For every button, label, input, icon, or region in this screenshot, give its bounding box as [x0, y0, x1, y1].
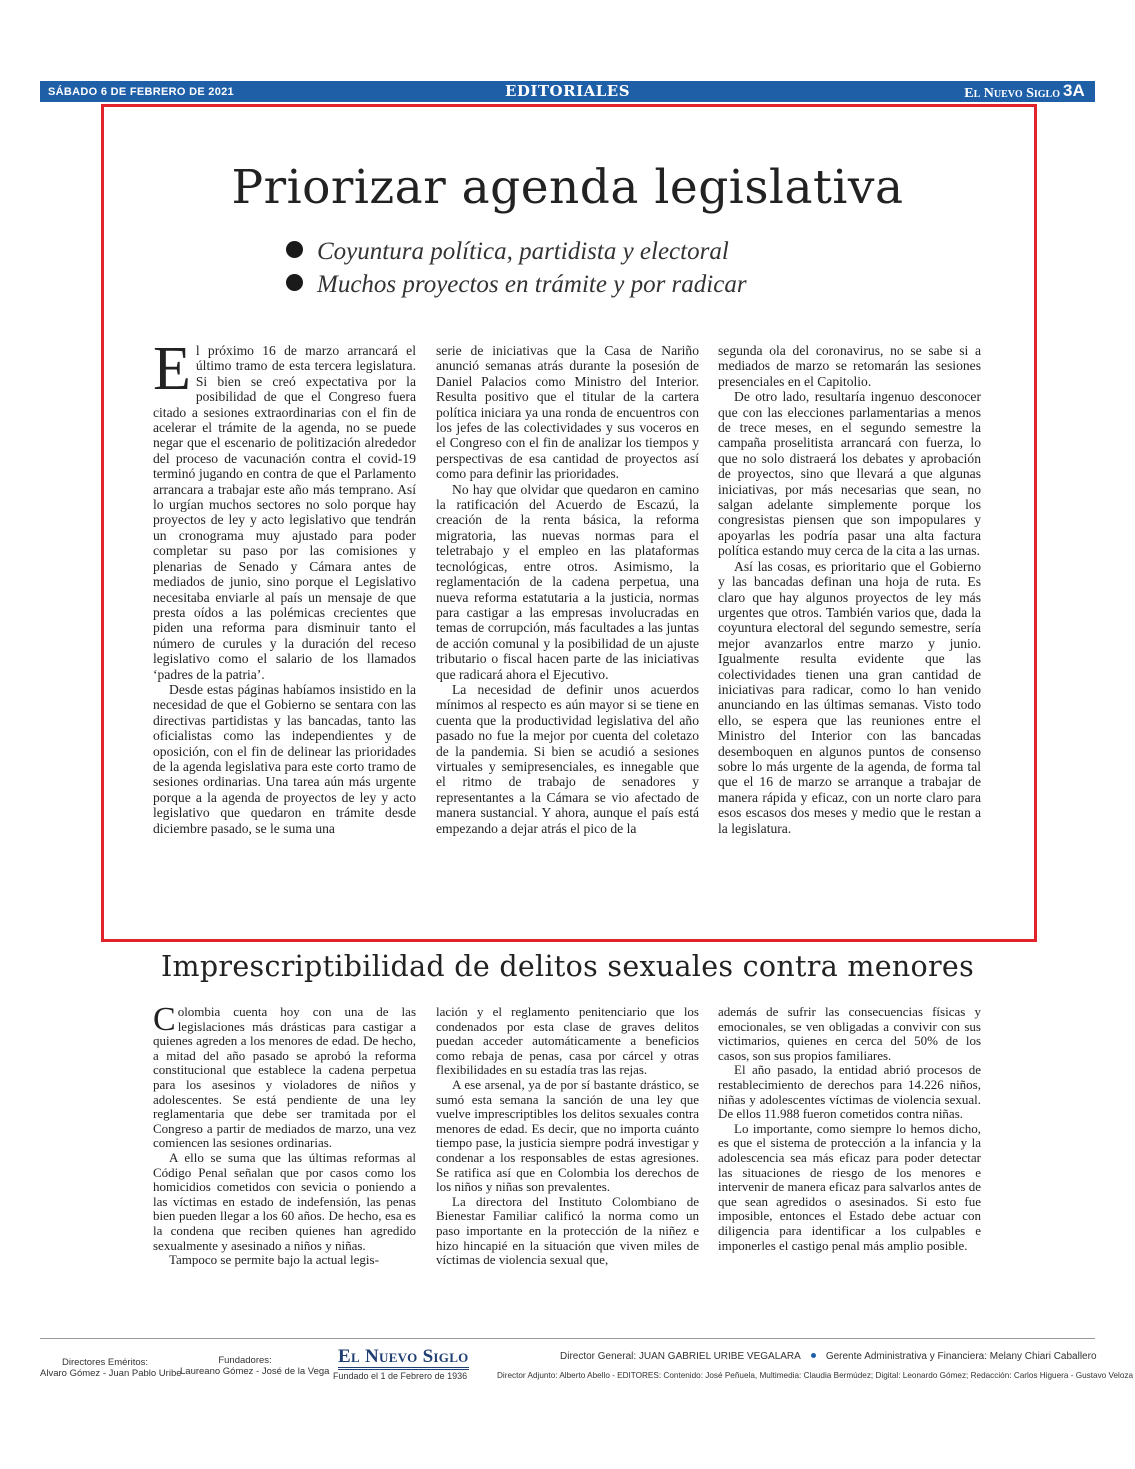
- editorial-1-bullet-1: [286, 238, 729, 266]
- header-date: SÁBADO 6 DE FEBRERO DE 2021: [48, 86, 234, 98]
- paragraph: A ello se suma que las últimas reformas al Código Penal señalan que por casos como los homicidios cometidos con sevicia o poniendo a las víctimas en estado de indefensión, las penas bien pueden llegar a los 60 años. De hecho, esa es la condena que reciben quienes han agredido sexualmente y asesinado a niños y niñas.: [153, 1149, 416, 1253]
- footer-staff: Director Adjunto: Alberto Abello - EDITORES: Contenido: José Peñuela, Multimedia: Claudia Bermúdez; Digital: Leonardo Gómez; Redacción: Carlos Higuera - Gustavo Veloza: [497, 1371, 1134, 1380]
- footer-rule: [40, 1338, 1095, 1339]
- paragraph: Así las cosas, es prioritario que el Gobierno y las bancadas definan una hoja de ruta. Es claro que hay algunos proyectos de ley más urgentes que otros. También varios que, dada la coyuntura electoral del segundo semestre, sería mejor avanzarlos entre marzo y junio. Igualmente resulta evidente que las colectividades tienen una gran cantidad de iniciativas para radicar, como lo han venido anunciando en las últimas semanas. Visto todo ello, se espera que las reuniones entre el Ministro del Interior con las bancadas desemboquen en algunos puntos de consenso sobre lo más urgente de la agenda, de forma tal que el 16 de marzo se arranque a trabajar de manera rápida y eficaz, con un norte claro para esos escasos dos meses y medio que le restan a la legislatura.: [718, 558, 981, 836]
- header-page-number: 3A: [1063, 81, 1085, 100]
- bullet-text: Muchos proyectos en trámite y por radicar: [317, 271, 747, 298]
- footer-founders: [180, 1355, 330, 1377]
- footer-emeritus-label: Directores Eméritos:: [61, 1357, 149, 1368]
- paragraph: Desde estas páginas habíamos insistido en la necesidad de que el Gobierno se sentara con las directivas partidistas y las bancadas, tanto las oficialistas como las independientes y de oposición, con el fin de delinear las prioridades de la agenda legislativa para este corto tramo de sesiones ordinarias. Una tarea aún más urgente porque a la agenda de proyectos de ley y acto legislativo que quedaron en trámite desde diciembre pasado, se le suma una: [153, 681, 416, 836]
- paragraph: Tampoco se permite bajo la actual legis-: [169, 1252, 379, 1268]
- footer-manager: Gerente Administrativa y Financiera: Melany Chiari Caballero: [825, 1351, 1097, 1362]
- paragraph: A ese arsenal, ya de por sí bastante drástico, se sumó esta semana la sanción de una ley que vuelve imprescriptibles los delitos sexuales contra menores de edad. Es decir, que no importa cuánto tiempo pase, la justicia siempre podrá investigar y condenar a los responsables de estas agresiones. Se ratifica así que en Colombia los derechos de los niños y niñas son prevalentes.: [436, 1076, 699, 1195]
- paragraph: La directora del Instituto Colombiano de Bienestar Familiar calificó la norma como un paso importante en la protección de la niñez e hizo hincapié en la situación que viven miles de víctimas de violencia sexual que,: [436, 1193, 699, 1268]
- bullet-dot-icon: [811, 1353, 816, 1358]
- paragraph: olombia cuenta hoy con una de las legislaciones más drásticas para castigar a quienes agreden a los menores de edad. De hecho, a mitad del año pasado se aprobó la reforma constitucional que establece la cadena perpetua para los asesinos y violadores de niños y adolescentes. Se está pendiente de una ley reglamentaria que debe ser tramitada por el Congreso a partir de mediados de marzo, una vez comiencen las sesiones ordinarias.: [153, 1004, 416, 1151]
- editorial-2-title: Imprescriptibilidad de delitos sexuales contra menores: [161, 950, 974, 983]
- drop-cap: E: [153, 335, 191, 403]
- editorial-2-column-2: [436, 1005, 699, 1268]
- footer-director-line: [560, 1351, 1097, 1362]
- editorial-1-column-2: [436, 343, 699, 836]
- editorial-2-column-3: [718, 1005, 981, 1253]
- footer-founded: Fundado el 1 de Febrero de 1936: [333, 1371, 468, 1381]
- paragraph: además de sufrir las consecuencias físicas y emocionales, se ven obligadas a convivir con sus victimarios, quienes en cerca del 50% de los casos, son sus propios familiares.: [718, 1004, 981, 1063]
- paragraph: Lo importante, como siempre lo hemos dicho, es que el sistema de protección a la infancia y la adolescencia sea más eficaz para poder detectar las situaciones de riesgo de los menores e intervenir de manera eficaz para salvarlos antes de que sean agredidos o asesinados. Si esto fue imposible, entonces el Estado debe actuar con diligencia para identificar a los culpables e imponerles el castigo penal más amplio posible.: [718, 1120, 981, 1253]
- paragraph: De otro lado, resultaría ingenuo desconocer que con las elecciones parlamentarias a menos de trece meses, en el segundo semestre la campaña proselitista arrancará con fuerza, lo que no solo distraerá los debates y aprobación de proyectos, sino que llevará a que algunas iniciativas, por más necesarias que sean, no salgan adelante simplemente porque los congresistas piensen que son impopulares y apoyarlas les podría pasar una alta factura política estando muy cerca de la cita a las urnas.: [718, 389, 981, 559]
- paragraph: El año pasado, la entidad abrió procesos de restablecimiento de derechos para 14.226 niños, niñas y adolescentes víctimas de violencia sexual. De ellos 11.988 fueron cometidos contra niñas.: [718, 1062, 981, 1122]
- footer-emeritus: [40, 1357, 182, 1379]
- footer-logo: El Nuevo Siglo: [338, 1348, 469, 1370]
- footer-emeritus-names: Alvaro Gómez - Juan Pablo Uribe: [40, 1368, 182, 1379]
- paragraph: lación y el reglamento penitenciario que los condenados por esta clase de graves delitos puedan acceder automáticamente a beneficios como rebaja de penas, casa por cárcel y otras flexibilidades en su estadía tras las rejas.: [436, 1004, 699, 1078]
- bullet-dot-icon: [286, 241, 303, 258]
- paragraph: La necesidad de definir unos acuerdos mínimos al respecto es aún mayor si se tiene en cuenta que la productividad legislativa del año pasado no fue la mejor por cuenta del coletazo de la pandemia. Si bien se acudió a sesiones virtuales y semipresenciales, es innegable que el ritmo de trabajo de senadores y representantes a la Cámara se vio afectado de manera sustancial. Y ahora, aunque el país está empezando a dejar atrás el pico de la: [436, 681, 699, 836]
- editorial-1-column-1: [153, 335, 416, 836]
- editorial-1-title: Priorizar agenda legislativa: [231, 160, 904, 215]
- bullet-text: Coyuntura política, partidista y electoral: [317, 238, 729, 265]
- header-publication: El Nuevo Siglo: [964, 86, 1060, 101]
- paragraph: l próximo 16 de marzo arrancará el último tramo de esta tercera legislatura. Si bien se creó expectativa por la posibilidad de que el Congreso fuera citado a sesiones extraordinarias con el fin de acelerar el trámite de la agenda, no se puede negar que el escenario de politización alrededor del proceso de vacunación contra el covid-19 terminó jugando en contra de que el Parlamento arrancara a trabajar este año más temprano. Así lo urgían muchos sectores no solo porque hay proyectos de ley y acto legislativo que tendrán un cronograma muy ajustado para poder completar su paso por las comisiones y plenarias de Senado y Cámara antes de mediados de junio, sino porque el Legislativo necesitaba enviarle al país un mensaje de que presta oídos a las polémicas crecientes que piden una reforma para disminuir tanto el número de curules y la duración del receso legislativo como el salario de los llamados ‘padres de la patria’.: [153, 343, 416, 682]
- drop-cap: C: [153, 1001, 176, 1038]
- editorial-1-column-3: [718, 343, 981, 836]
- paragraph: No hay que olvidar que quedaron en camino la ratificación del Acuerdo de Escazú, la creación de la renta básica, la reforma migratoria, las nuevas normas para el teletrabajo y el empleo en las plataformas tecnológicas, entre otros. Asimismo, la reglamentación de la cadena perpetua, una nueva reforma estatutaria a la justicia, normas para castigar a las empresas involucradas en temas de corrupción, más facultades a las juntas de acción comunal y la posibilidad de un ajuste tributario o fiscal hacen parte de las iniciativas que radicará ahora el Ejecutivo.: [436, 481, 699, 682]
- bullet-dot-icon: [286, 274, 303, 291]
- paragraph: serie de iniciativas que la Casa de Nariño anunció semanas atrás durante la posesión de Daniel Palacios como Ministro del Interior. Resulta positivo que el titular de la cartera política iniciara ya una ronda de encuentros con los jefes de las colectividades y sus voceros en el Congreso con el fin de analizar los tiempos y perspectivas de esa cantidad de proyectos así como para definir las prioridades.: [436, 343, 699, 482]
- editorial-2-column-1: [153, 1001, 416, 1268]
- footer-founders-names: Laureano Gómez - José de la Vega: [180, 1366, 330, 1377]
- editorial-1-bullet-2: [286, 271, 747, 299]
- footer-director-general: Director General: JUAN GABRIEL URIBE VEGALARA: [560, 1351, 801, 1362]
- paragraph: segunda ola del coronavirus, no se sabe si a mediados de marzo se retomarán las sesiones presenciales en el Capitolio.: [718, 343, 981, 389]
- footer-founders-label: Fundadores:: [218, 1355, 272, 1366]
- header-section: EDITORIALES: [504, 82, 631, 100]
